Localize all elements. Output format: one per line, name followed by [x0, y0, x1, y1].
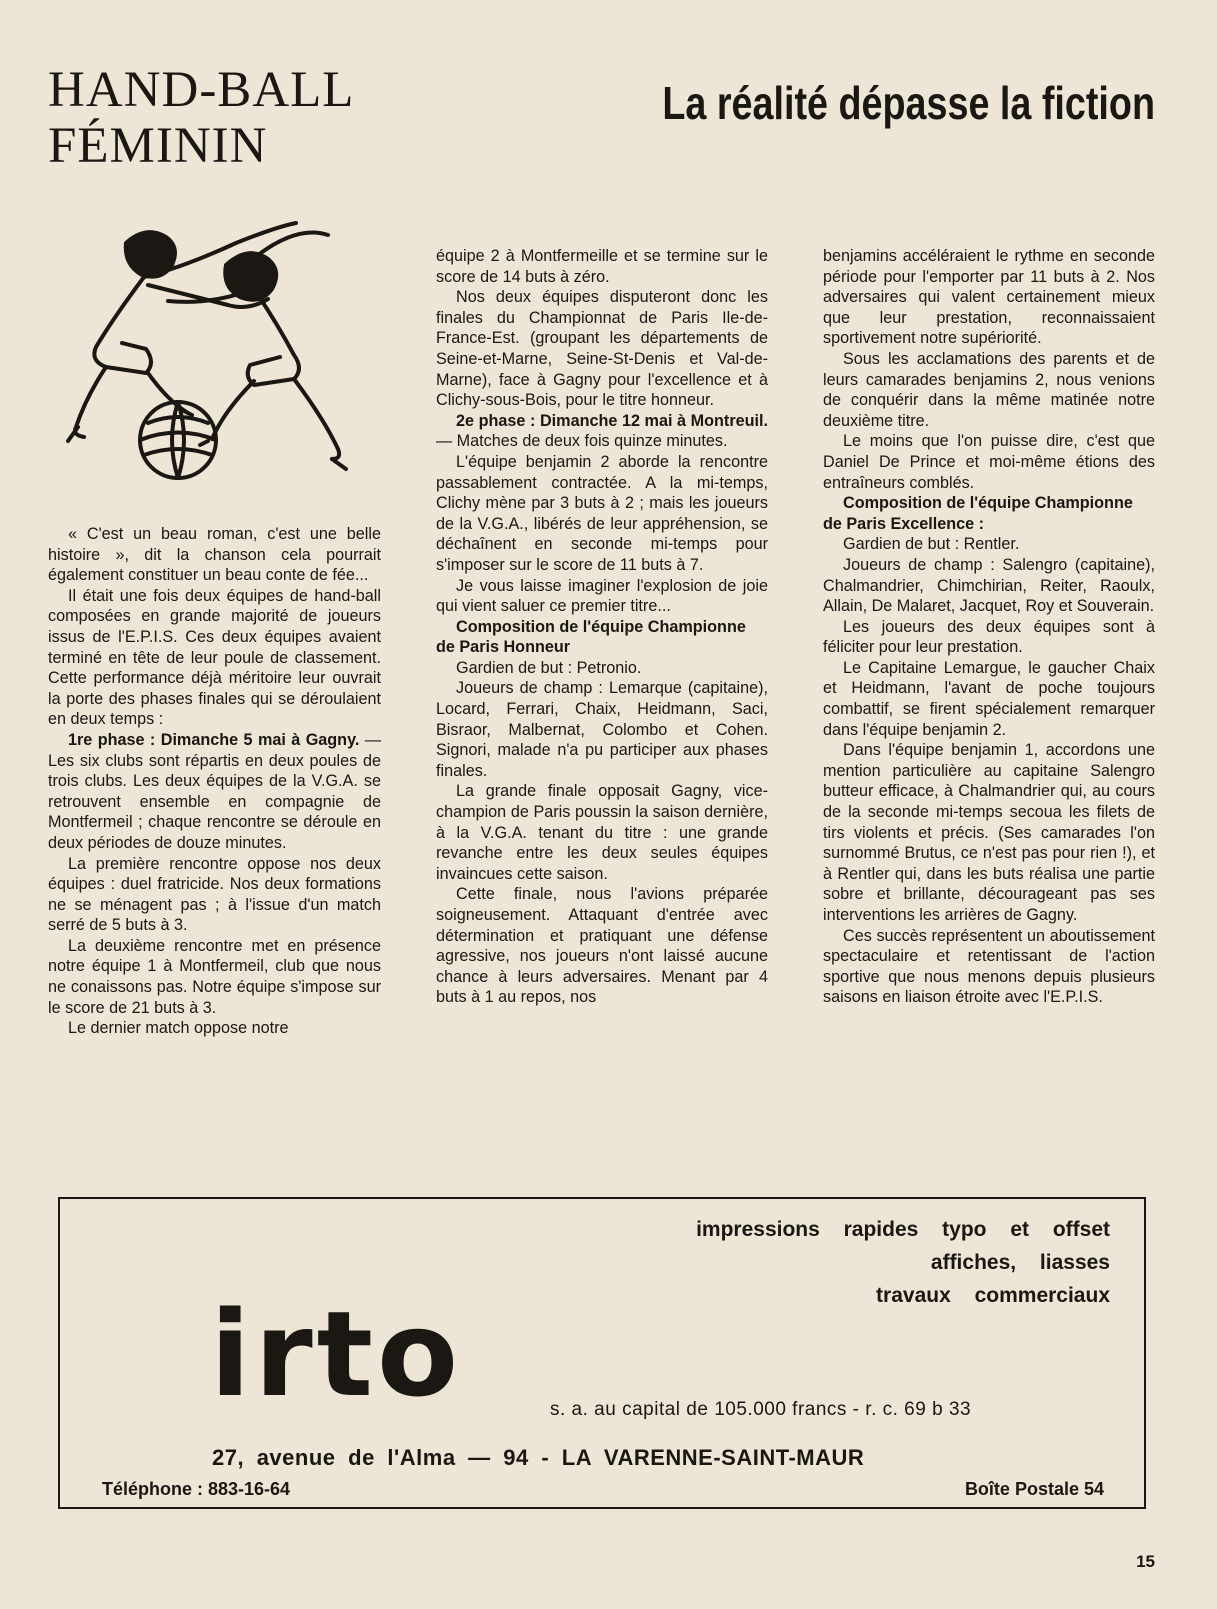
paragraph: Sous les acclamations des parents et de leurs camarades benjamins 2, nous venions de conquérir dans la même matinée notre deuxième titre.	[823, 349, 1155, 430]
paragraph: Cette finale, nous l'avions préparée soigneusement. Attaquant d'entrée avec détermination et pratiquant une défense agressive, nos joueurs n'ont laissé aucune chance à leurs adversaires. Menant par 4 buts à 1 au repos, nos	[436, 885, 768, 1007]
article-column-3	[823, 246, 1155, 1008]
phase1-text: — Les six clubs sont répartis en deux poules de trois clubs. Les deux équipes de la V.G.A. se retrouvent ensemble en compagnie de Montfermeil ; chaque rencontre se déroule en deux périodes de douze minutes.	[48, 730, 381, 852]
headline: La réalité dépasse la fiction	[662, 77, 1155, 129]
paragraph: Le dernier match oppose notre	[68, 1019, 289, 1038]
paragraph: « C'est un beau roman, c'est une belle histoire », dit la chanson cela pourrait également constituer un beau conte de fée...	[48, 525, 381, 585]
ad-address: 27, avenue de l'Alma — 94 - LA VARENNE-SAINT-MAUR	[212, 1445, 865, 1470]
handball-players-illustration	[48, 215, 383, 480]
paragraph: Je vous laisse imaginer l'explosion de joie qui vient saluer ce premier titre...	[436, 576, 768, 616]
paragraph: benjamins accéléraient le rythme en seconde période pour l'emporter par 11 buts à 2. Nos adversaires qui valent certainement mieux que leur prestation, reconnaissaient sportivement notre supériorité.	[823, 247, 1155, 348]
paragraph: La deuxième rencontre met en présence notre équipe 1 à Montfermeil, club que nous ne conaissons pas. Notre équipe s'impose sur le score de 21 buts à 3.	[48, 936, 381, 1017]
ad-services	[696, 1213, 1110, 1312]
irto-logo: irto	[210, 1285, 463, 1423]
paragraph: Ces succès représentent un aboutissement spectaculaire et retentissant de l'action sportive que nous menons depuis plusieurs saisons en liaison étroite avec l'E.P.I.S.	[823, 926, 1155, 1007]
paragraph: Il était une fois deux équipes de hand-ball composées en grande majorité de joueurs issus de l'E.P.I.S. Ces deux équipes avaient terminé en tête de leur poule de classement. Cette performance déjà méritoire leur ouvrait la porte des phases finales qui se déroulaient en deux temps :	[48, 586, 381, 729]
section-title	[48, 62, 354, 174]
paragraph: Gardien de but : Rentler.	[843, 535, 1020, 554]
phase2-title: 2e phase : Dimanche 12 mai à Montreuil.	[456, 411, 768, 430]
paragraph: Joueurs de champ : Salengro (capitaine), Chalmandrier, Chimchirian, Reiter, Raoulx, Allain, De Malaret, Jacquet, Roy et Souverain.	[823, 555, 1155, 616]
paragraph: Nos deux équipes disputeront donc les finales du Championnat de Paris Ile-de-France-Est. (groupant les départements de Seine-et-Marne, Seine-St-Denis et Val-de-Marne), face à Gagny pour l'excellence et à Clichy-sous-Bois, pour le titre honneur.	[436, 288, 768, 410]
section-title-line2: FÉMININ	[48, 118, 268, 174]
paragraph: Le moins que l'on puisse dire, c'est que Daniel De Prince et moi-même étions des entraîneurs comblés.	[823, 432, 1155, 492]
excellence-team-heading: Composition de l'équipe Championne de Paris Excellence :	[823, 494, 1133, 533]
printer-advertisement	[58, 1197, 1146, 1509]
paragraph: Les joueurs des deux équipes sont à féliciter pour leur prestation.	[823, 617, 1155, 657]
ad-services-line: travaux commerciaux	[876, 1284, 1110, 1307]
ad-po-box: Boîte Postale 54	[964, 1479, 1104, 1499]
ad-phone: Téléphone : 883-16-64	[102, 1479, 291, 1499]
article-column-1	[48, 524, 381, 1039]
honneur-team-heading: Composition de l'équipe Championne de Paris Honneur	[436, 617, 746, 657]
phase1-title: 1re phase : Dimanche 5 mai à Gagny.	[68, 730, 360, 749]
ad-capital: s. a. au capital de 105.000 francs - r. c. 69 b 33	[550, 1399, 972, 1420]
paragraph	[48, 730, 381, 854]
paragraph: L'équipe benjamin 2 aborde la rencontre passablement contractée. A la mi-temps, Clichy mène par 3 buts à 2 ; mais les joueurs de la V.G.A., libérés de leur appréhension, se déchaînent en seconde mi-temps pour s'imposer sur le score de 11 buts à 7.	[436, 452, 768, 574]
paragraph: Le Capitaine Lemargue, le gaucher Chaix et Heidmann, l'avant de poche toujours combattif, se firent spécialement remarquer dans l'équipe benjamin 2.	[823, 658, 1155, 739]
ball-shape	[140, 402, 216, 478]
paragraph: La grande finale opposait Gagny, vice-champion de Paris poussin la saison dernière, à la V.G.A. tenant du titre : une grande revanche entre les deux seules équipes invaincues cette saison.	[436, 782, 768, 883]
paragraph: Gardien de but : Petronio.	[456, 658, 642, 677]
article-column-2	[436, 246, 768, 1008]
phase2-text: — Matches de deux fois quinze minutes.	[436, 432, 728, 451]
ad-services-line: impressions rapides typo et offset	[696, 1218, 1110, 1241]
paragraph: La première rencontre oppose nos deux équipes : duel fratricide. Nos deux formations ne se ménagent pas ; à l'issue d'un match serré de 5 buts à 3.	[48, 854, 381, 935]
section-title-line1: HAND-BALL	[48, 62, 355, 118]
ad-services-line: affiches, liasses	[930, 1251, 1110, 1274]
page-number: 15	[1136, 1552, 1155, 1571]
paragraph	[436, 411, 768, 452]
paragraph: Joueurs de champ : Lemarque (capitaine), Locard, Ferrari, Chaix, Heidmann, Saci, Bisraor, Malbernat, Colombo et Cohen. Signori, malade n'a pu participer aux phases finales.	[436, 679, 768, 780]
paragraph: équipe 2 à Montfermeille et se termine sur le score de 14 buts à zéro.	[436, 247, 768, 286]
paragraph: Dans l'équipe benjamin 1, accordons une mention particulière au capitaine Salengro butteur efficace, à Chalmandrier qui, au cours de la seconde mi-temps secoua les filets de tirs violents et précis. (Ses camarades l'on surnommé Brutus, ce n'est pas pour rien !), et à Rentler qui, dans les buts réalisa une partie sobre et brillante, décourageant pas ses interventions les arrières de Gagny.	[823, 741, 1155, 924]
